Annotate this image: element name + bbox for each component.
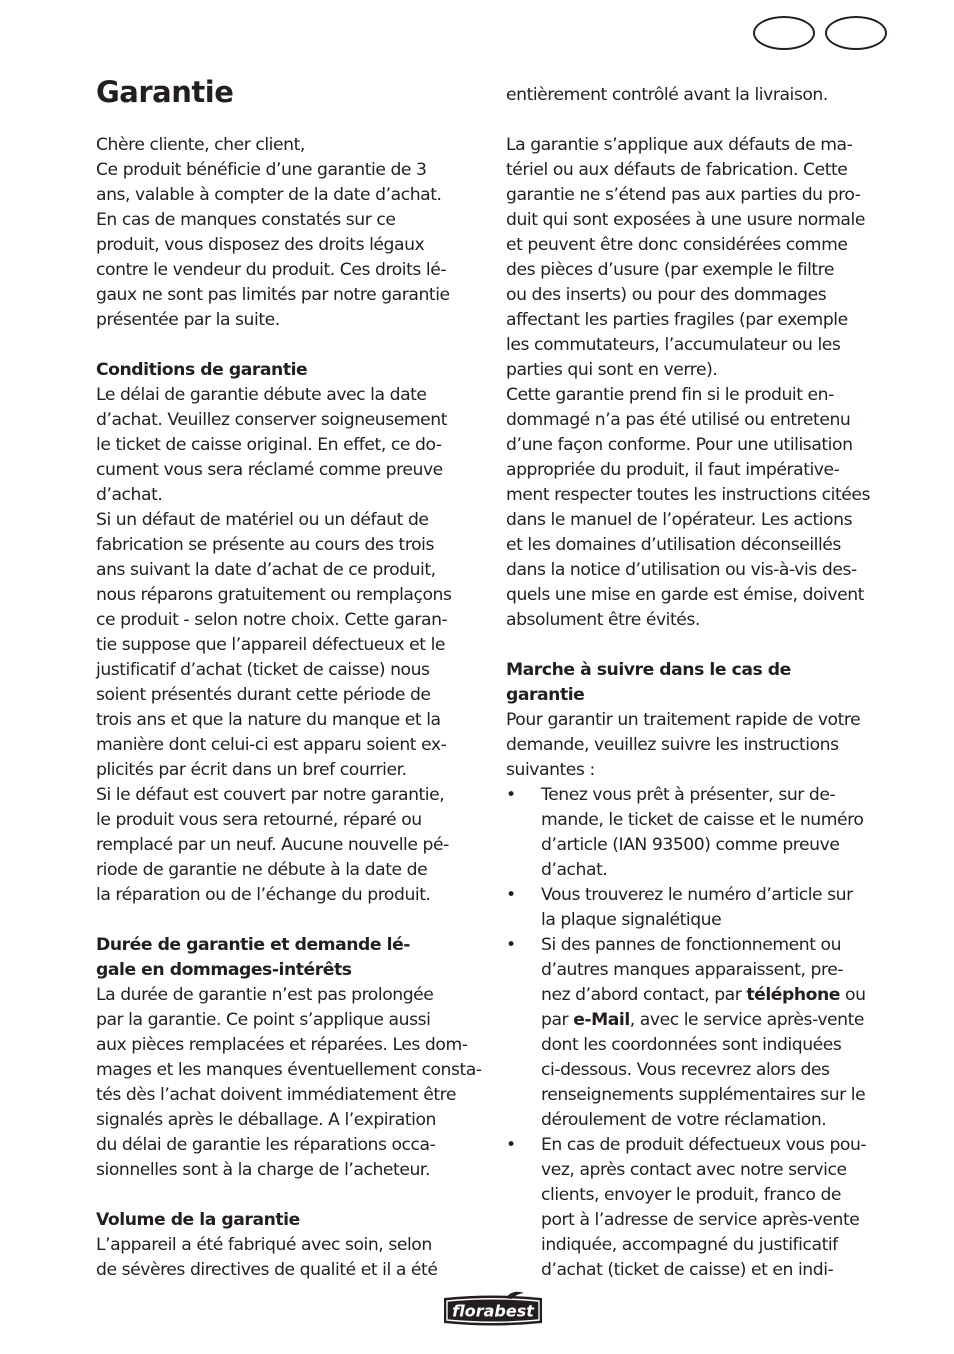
text-line: produit, vous disposez des droits légaux (96, 235, 425, 255)
text-line: plicités par écrit dans un bref courrier. (96, 760, 407, 780)
scope-heading: Volume de la garantie (96, 1210, 300, 1230)
text-line: Cette garantie prend fin si le produit en- (506, 385, 834, 405)
text-line: mande, le ticket de caisse et le numéro (541, 810, 864, 830)
duration-heading: gale en dommages-intérêts (96, 960, 352, 980)
text-line: d’achat. Veuillez conserver soigneusement (96, 410, 447, 430)
text-line: d’achat. (96, 485, 163, 505)
text-line: du délai de garantie les réparations occa- (96, 1135, 436, 1155)
text-line: gaux ne sont pas limités par notre garantie (96, 285, 450, 305)
text-line: nous réparons gratuitement ou remplaçons (96, 585, 452, 605)
text-line: justificatif d’achat (ticket de caisse) nous (96, 660, 430, 680)
text-line: d’article (IAN 93500) comme preuve (541, 835, 840, 855)
text-line: manière dont celui-ci est apparu soient ex- (96, 735, 447, 755)
text-line: La garantie s’applique aux défauts de ma- (506, 135, 853, 155)
bullet-item (506, 933, 898, 1133)
text-line: Tenez vous prêt à présenter, sur de- (541, 785, 836, 805)
text-line: riode de garantie ne débute à la date de (96, 860, 428, 880)
text-line: nez d’abord contact, par téléphone ou (541, 985, 866, 1005)
text-line: duit qui sont exposées à une usure normale (506, 210, 865, 230)
text-line: fabrication se présente au cours des trois (96, 535, 434, 555)
logo-text: florabest (452, 1301, 534, 1321)
text-line: dont les coordonnées sont indiquées (541, 1035, 842, 1055)
bullet-item (506, 883, 898, 933)
text-line: déroulement de votre réclamation. (541, 1110, 827, 1130)
text-line: le ticket de caisse original. En effet, ce do- (96, 435, 442, 455)
text-line: parties qui sont en verre). (506, 360, 718, 380)
text-line: quels une mise en garde est émise, doivent (506, 585, 864, 605)
text-line: trois ans et que la nature du manque et la (96, 710, 441, 730)
scope-paragraph (96, 1233, 486, 1283)
bullet-icon: • (506, 785, 516, 805)
text-line: La durée de garantie n’est pas prolongée (96, 985, 434, 1005)
text-line: la plaque signalétique (541, 910, 722, 930)
text-line: ment respecter toutes les instructions citées (506, 485, 870, 505)
text-line: port à l’adresse de service après-vente (541, 1210, 860, 1230)
text-line: vez, après contact avec notre service (541, 1160, 847, 1180)
text-line: Ce produit bénéficie d’une garantie de 3 (96, 160, 427, 180)
text-line: Si le défaut est couvert par notre garantie, (96, 785, 445, 805)
text-line: sionnelles sont à la charge de l’acheteur. (96, 1160, 430, 1180)
text-line: ce produit - selon notre choix. Cette garan- (96, 610, 448, 630)
text-line: et peuvent être donc considérées comme (506, 235, 848, 255)
text-line: dans la notice d’utilisation ou vis-à-vis des- (506, 560, 857, 580)
text-line: dans le manuel de l’opérateur. Les actions (506, 510, 853, 530)
text-line: soient présentés durant cette période de (96, 685, 431, 705)
text-line: garantie ne s’étend pas aux parties du pro- (506, 185, 861, 205)
text-line: En cas de produit défectueux vous pou- (541, 1135, 867, 1155)
text-line: Le délai de garantie débute avec la date (96, 385, 427, 405)
text-line: indiquée, accompagné du justificatif (541, 1235, 838, 1255)
duration-paragraph (96, 983, 486, 1183)
phone-keyword: téléphone (746, 985, 841, 1005)
text-line: dommagé n’a pas été utilisé ou entretenu (506, 410, 851, 430)
text-line: Vous trouverez le numéro d’article sur (541, 885, 853, 905)
text-line: tériel ou aux défauts de fabrication. Cette (506, 160, 848, 180)
text-line: ci-dessous. Vous recevrez alors des (541, 1060, 830, 1080)
text-line: d’achat. (541, 860, 608, 880)
text-line: suivantes : (506, 760, 595, 780)
text-line: et les domaines d’utilisation déconseillés (506, 535, 841, 555)
text-line: ou des inserts) ou pour des dommages (506, 285, 827, 305)
scope-paragraph-continued (506, 133, 898, 633)
procedure-heading: garantie (506, 685, 585, 705)
text-line: ans, valable à compter de la date d’achat. (96, 185, 442, 205)
bullet-icon: • (506, 1135, 516, 1155)
language-badge-left (753, 16, 815, 50)
text-line: de sévères directives de qualité et il a été (96, 1260, 438, 1280)
text-line: L’appareil a été fabriqué avec soin, selon (96, 1235, 432, 1255)
text-line: d’achat (ticket de caisse) et en indi- (541, 1260, 834, 1280)
text-line: entièrement contrôlé avant la livraison. (506, 85, 828, 105)
intro-paragraph (96, 133, 486, 333)
text-line: Si des pannes de fonctionnement ou (541, 935, 842, 955)
text-line: les commutateurs, l’accumulateur ou les (506, 335, 841, 355)
text-line: cument vous sera réclamé comme preuve (96, 460, 443, 480)
language-badge-right (825, 16, 887, 50)
text-line: le produit vous sera retourné, réparé ou (96, 810, 422, 830)
text-line: clients, envoyer le produit, franco de (541, 1185, 842, 1205)
florabest-logo (438, 1290, 548, 1330)
text-line: des pièces d’usure (par exemple le filtre (506, 260, 835, 280)
text-line: la réparation ou de l’échange du produit. (96, 885, 431, 905)
page-title: Garantie (96, 75, 234, 109)
text-line: Si un défaut de matériel ou un défaut de (96, 510, 429, 530)
text-line: par e-Mail, avec le service après-vente (541, 1010, 865, 1030)
bullet-item (506, 783, 898, 883)
conditions-heading: Conditions de garantie (96, 360, 308, 380)
text-line: absolument être évités. (506, 610, 700, 630)
procedure-heading: Marche à suivre dans le cas de (506, 660, 791, 680)
text-line: ans suivant la date d’achat de ce produit, (96, 560, 436, 580)
text-line: affectant les parties fragiles (par exemple (506, 310, 848, 330)
duration-heading: Durée de garantie et demande lé- (96, 935, 410, 955)
text-line: tés dès l’achat doivent immédiatement être (96, 1085, 456, 1105)
email-keyword: e-Mail (573, 1010, 630, 1030)
text-line: demande, veuillez suivre les instructions (506, 735, 839, 755)
text-line: signalés après le déballage. A l’expiration (96, 1110, 436, 1130)
text-line: par la garantie. Ce point s’applique aussi (96, 1010, 431, 1030)
conditions-paragraph (96, 383, 486, 908)
left-column (96, 133, 486, 1283)
text-line: contre le vendeur du produit. Ces droits lé- (96, 260, 447, 280)
text-line: tie suppose que l’appareil défectueux et le (96, 635, 446, 655)
text-line: d’autres manques apparaissent, pre- (541, 960, 844, 980)
text-line: renseignements supplémentaires sur le (541, 1085, 866, 1105)
bullet-item (506, 1133, 898, 1283)
text-line: mages et les manques éventuellement consta- (96, 1060, 482, 1080)
text-line: d’une façon conforme. Pour une utilisation (506, 435, 853, 455)
text-line: remplacé par un neuf. Aucune nouvelle pé- (96, 835, 449, 855)
bullet-icon: • (506, 885, 516, 905)
text-line: présentée par la suite. (96, 310, 280, 330)
text-line: appropriée du produit, il faut impérative- (506, 460, 840, 480)
text-line: En cas de manques constatés sur ce (96, 210, 396, 230)
text-line: Pour garantir un traitement rapide de votre (506, 710, 861, 730)
bullet-icon: • (506, 935, 516, 955)
right-column (506, 83, 898, 1283)
text-line: aux pièces remplacées et réparées. Les dom- (96, 1035, 468, 1055)
text-line: Chère cliente, cher client, (96, 135, 305, 155)
